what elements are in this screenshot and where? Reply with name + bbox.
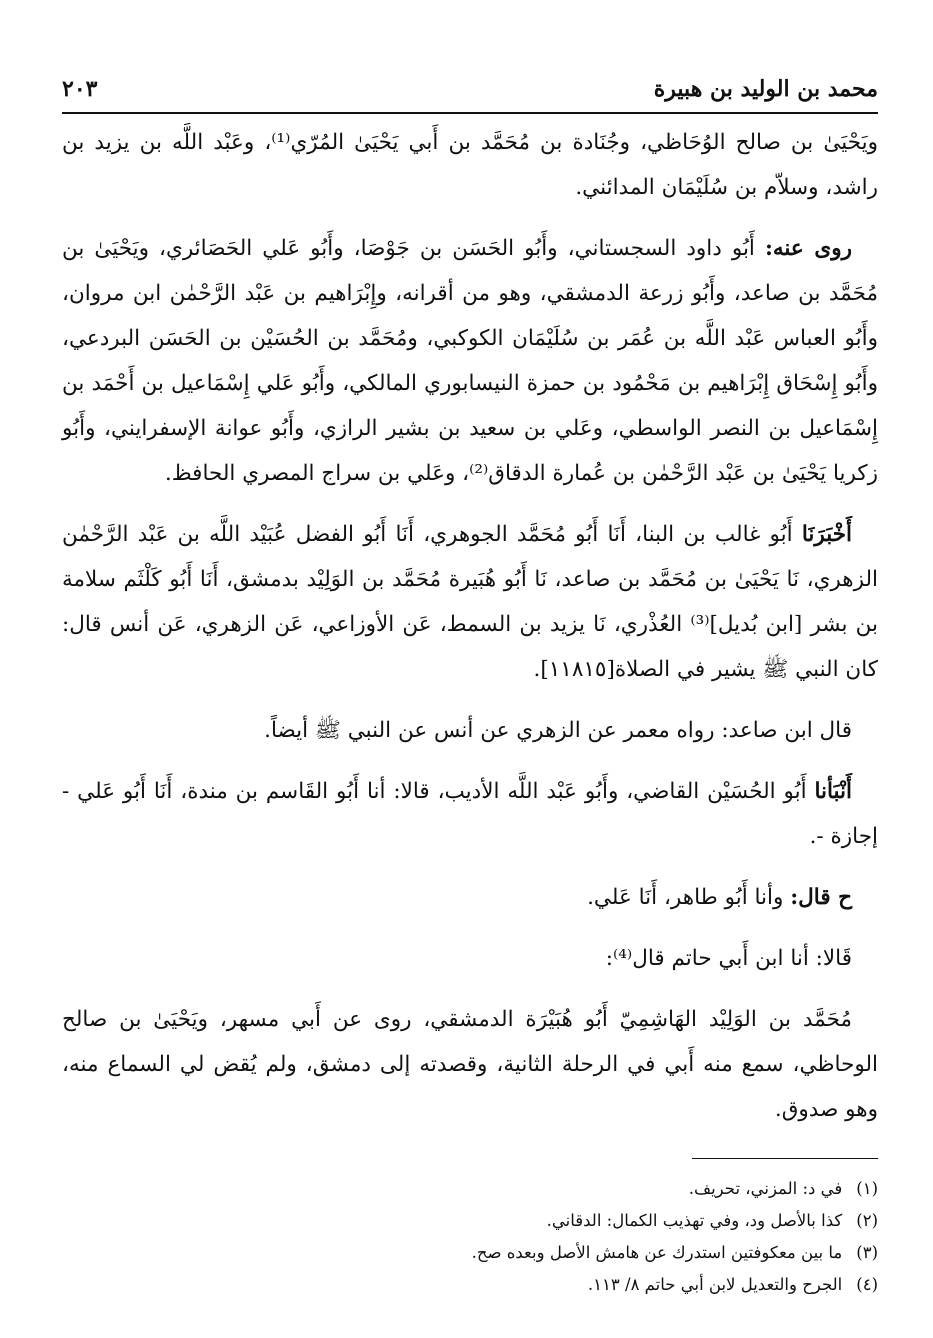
paragraph-text: أَبُو الحُسَيْن القاضي، وأَبُو عَبْد اللَّه الأديب، قالا: أنا أَبُو القَاسم بن مندة، أَنَا أَبُو عَلي - إجازة -. bbox=[62, 779, 878, 849]
footnote-item bbox=[62, 1205, 878, 1237]
paragraph-qala: قَالا: أنا ابن أَبي حاتم قال⁽⁴⁾: bbox=[605, 946, 852, 971]
paragraph-text: أَبُو غالب بن البنا، أَنَا أَبُو مُحَمَّد الجوهري، أَنَا أَبُو الفضل عُبَيْد اللَّه بن عَبْد الرَّحْمٰن الزهري، نَا يَحْيَىٰ بن مُحَمَّد بن صاعد، نَا أَبُو هُبَيرة مُحَمَّد بن الوَلِيْد بدمشق، أَنَا أَبُو كَلْثَم سلامة بن بشر [ابن بُديل]⁽³⁾ العُذْري، نَا يزيد بن السمط، عَن الأوزاعي، عَن الزهري، عَن أنس قال: كان النبي ﷺ يشير في الصلاة[١١٨١٥]. bbox=[62, 522, 878, 682]
paragraph-biography: مُحَمَّد بن الوَلِيْد الهَاشِمِيّ أَبُو هُبَيْرَة الدمشقي، روى عن أَبي مسهر، ويَحْيَىٰ بن صالح الوحاظي، سمع منه أَبي في الرحلة الثانية، وقصدته إلى دمشق، ولم يُقض لي السماع منه، وهو صدوق. bbox=[62, 1007, 878, 1122]
paragraph-narrators bbox=[62, 226, 878, 496]
footnote-number: (٣) bbox=[856, 1243, 878, 1262]
footnote-number: (١) bbox=[856, 1179, 878, 1198]
header-rule bbox=[62, 112, 878, 114]
paragraph-ha-qal bbox=[62, 875, 878, 920]
footnote-text: في د: المزني، تحريف. bbox=[688, 1179, 843, 1198]
paragraph-lead: أَنْبَأنا bbox=[814, 779, 852, 804]
paragraph-hadith bbox=[62, 512, 878, 692]
page-number: ٢٠٣ bbox=[62, 76, 98, 102]
paragraph-anbaana bbox=[62, 769, 878, 859]
footnote-number: (٤) bbox=[856, 1275, 878, 1294]
footnote-item bbox=[62, 1173, 878, 1205]
paragraph-text: أَبُو داود السجستاني، وأَبُو الحَسَن بن جَوْصَا، وأَبُو عَلي الحَصَائري، ويَحْيَىٰ بن مُحَمَّد بن صاعد، وأَبُو زرعة الدمشقي، وهو من أقرانه، وإِبْرَاهيم بن عَبْد الرَّحْمٰن ابن مروان، وأَبُو العباس عَبْد اللَّه بن عُمَر بن سُلَيْمَان الكوكبي، ومُحَمَّد بن الحُسَيْن بن الحَسَن البردعي، وأَبُو إِسْحَاق إِبْرَاهيم بن مَحْمُود بن حمزة النيسابوري المالكي، وأَبُو عَلي إِسْمَاعيل بن أَحْمَد بن إِسْمَاعيل بن النصر الواسطي، وعَلي بن سعيد بن بشير الرازي، وأَبُو عوانة الإسفرايني، وأَبُو زكريا يَحْيَىٰ بن عَبْد الرَّحْمٰن بن عُمارة الدقاق⁽²⁾، وعَلي بن سراج المصري الحافظ. bbox=[62, 236, 878, 486]
running-title: محمد بن الوليد بن هبيرة bbox=[653, 76, 878, 102]
paragraph-ibn-saed: قال ابن صاعد: رواه معمر عن الزهري عن أنس عن النبي ﷺ أيضاً. bbox=[264, 718, 852, 743]
page-header bbox=[62, 60, 878, 102]
footnote-text: ما بين معكوفتين استدرك عن هامش الأصل وبعده صح. bbox=[471, 1243, 843, 1262]
book-page bbox=[62, 60, 878, 1301]
paragraph-text: وأنا أَبُو طاهر، أَنَا عَلي. bbox=[587, 885, 784, 910]
paragraph-lead: أَخْبَرَنَا bbox=[801, 522, 852, 547]
footnotes bbox=[62, 1173, 878, 1301]
paragraph-lead: روى عنه: bbox=[764, 236, 853, 261]
footnote-item bbox=[62, 1237, 878, 1269]
footnote-text: كذا بالأصل ود، وفي تهذيب الكمال: الدقاني. bbox=[546, 1211, 843, 1230]
footnote-item bbox=[62, 1269, 878, 1301]
paragraph-teachers: ويَحْيَىٰ بن صالح الوُحَاظي، وجُنَادة بن مُحَمَّد بن أَبي يَحْيَىٰ المُرّي⁽¹⁾، وعَبْد اللَّه بن يزيد بن راشد، وسلاّم بن سُلَيْمَان المدائني. bbox=[62, 130, 878, 200]
main-text bbox=[62, 120, 878, 1132]
footnote-text: الجرح والتعديل لابن أبي حاتم ٨/ ١١٣. bbox=[587, 1275, 843, 1294]
paragraph-lead: ح قال: bbox=[790, 885, 852, 910]
footnote-rule bbox=[692, 1158, 878, 1159]
footnote-number: (٢) bbox=[856, 1211, 878, 1230]
